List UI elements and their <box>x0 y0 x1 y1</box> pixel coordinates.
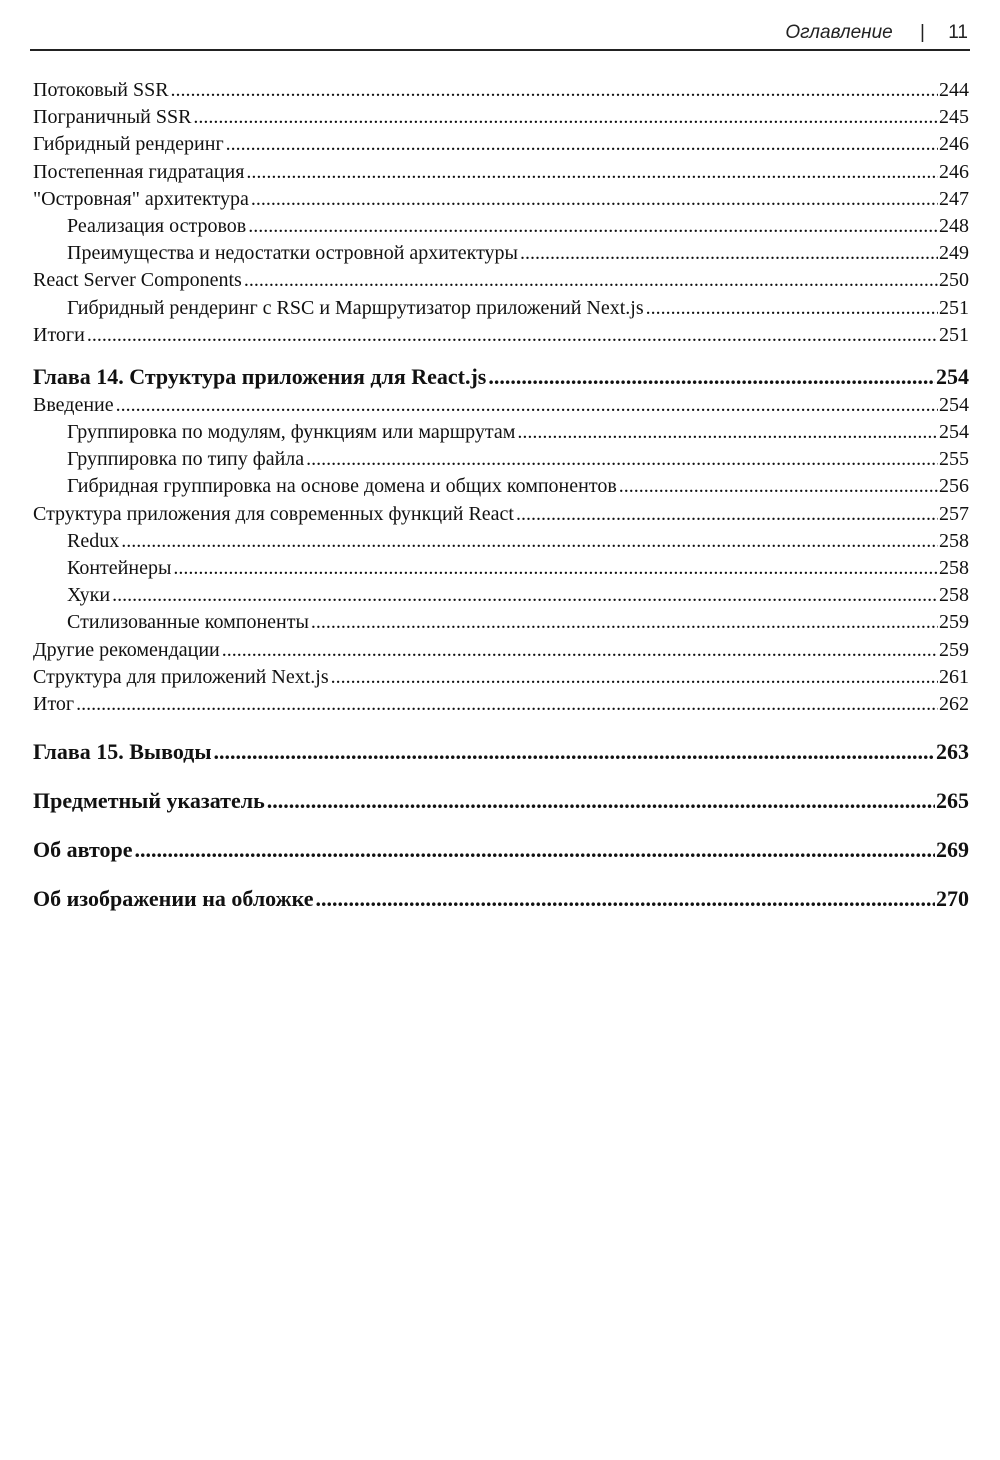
toc-entry[interactable] <box>33 528 969 555</box>
dot-leader <box>121 528 938 555</box>
dot-leader <box>87 322 938 349</box>
toc-entry[interactable] <box>33 240 969 267</box>
toc-entry-page: 259 <box>939 638 969 661</box>
toc-entry-title: Гибридная группировка на основе домена и общих компонентов <box>67 475 617 498</box>
toc-entry-page: 255 <box>939 448 969 471</box>
toc-entry-page: 244 <box>939 79 969 101</box>
toc-chapter-entry[interactable] <box>33 786 969 816</box>
dot-leader <box>311 609 938 636</box>
toc-entry[interactable] <box>33 501 969 528</box>
toc-entry-page: 246 <box>939 133 969 156</box>
dot-leader <box>214 737 936 767</box>
dot-leader <box>248 213 938 240</box>
toc-entry-title: Хуки <box>67 584 111 607</box>
toc-entry[interactable] <box>33 104 969 131</box>
dot-leader <box>251 186 938 213</box>
toc-entry-title: Гибридный рендеринг <box>33 133 224 156</box>
toc-entry-page: 246 <box>939 160 969 183</box>
toc-entry-title: React Server Components <box>33 269 242 292</box>
toc-entry-title: Введение <box>33 393 114 416</box>
toc-entry-title: Реализация островов <box>67 214 247 237</box>
dot-leader <box>193 104 938 131</box>
toc-entry-page: 256 <box>939 475 969 498</box>
toc-entry[interactable] <box>33 295 969 322</box>
dot-leader <box>267 786 935 816</box>
toc-entry[interactable] <box>33 446 969 473</box>
dot-leader <box>244 267 938 294</box>
toc-entry-title: Контейнеры <box>67 557 172 579</box>
toc-entry-title: Структура для приложений Next.js <box>33 665 329 688</box>
toc-entry-page: 270 <box>936 886 969 912</box>
dot-leader <box>171 77 938 104</box>
table-of-contents <box>33 77 969 914</box>
toc-entry-title: Группировка по модулям, функциям или маршрутам <box>67 421 516 444</box>
toc-entry[interactable] <box>33 582 969 609</box>
toc-entry-title: Итог <box>33 692 75 715</box>
dot-leader <box>517 419 938 446</box>
toc-entry[interactable] <box>33 213 969 240</box>
toc-entry-page: 259 <box>939 611 969 634</box>
toc-entry-page: 250 <box>939 269 969 292</box>
dot-leader <box>520 240 938 267</box>
toc-entry[interactable] <box>33 419 969 446</box>
toc-entry-page: 265 <box>936 788 969 814</box>
header-title: Оглавление <box>785 22 893 43</box>
toc-entry-page: 258 <box>939 584 969 607</box>
toc-entry-page: 249 <box>939 242 969 265</box>
toc-entry-page: 262 <box>939 692 969 715</box>
dot-leader <box>173 555 938 582</box>
dot-leader <box>315 884 935 914</box>
toc-chapter-entry[interactable] <box>33 362 969 392</box>
toc-entry[interactable] <box>33 186 969 213</box>
toc-entry[interactable] <box>33 691 969 718</box>
dot-leader <box>226 131 938 158</box>
dot-leader <box>516 501 938 528</box>
toc-entry-title: Потоковый SSR <box>33 79 169 101</box>
dot-leader <box>112 582 938 609</box>
dot-leader <box>222 637 938 664</box>
toc-entry-page: 258 <box>939 529 969 552</box>
toc-entry-title: Гибридный рендеринг с RSC и Маршрутизатор приложений Next.js <box>67 296 644 319</box>
toc-entry[interactable] <box>33 77 969 104</box>
toc-entry[interactable] <box>33 664 969 691</box>
dot-leader <box>76 691 938 718</box>
toc-entry[interactable] <box>33 322 969 349</box>
toc-entry-page: 269 <box>936 837 969 863</box>
dot-leader <box>306 446 938 473</box>
toc-entry-page: 254 <box>939 393 969 416</box>
toc-entry[interactable] <box>33 637 969 664</box>
toc-entry-page: 258 <box>939 557 969 579</box>
dot-leader <box>619 473 938 500</box>
toc-chapter-entry[interactable] <box>33 884 969 914</box>
toc-entry-page: 245 <box>939 106 969 129</box>
toc-entry-title: Redux <box>67 529 120 552</box>
toc-entry-title: Структура приложения для современных функций React <box>33 502 514 525</box>
toc-entry-page: 261 <box>939 665 969 688</box>
dot-leader <box>116 392 938 419</box>
toc-entry-page: 251 <box>939 296 969 319</box>
toc-entry[interactable] <box>33 473 969 500</box>
toc-entry[interactable] <box>33 159 969 186</box>
toc-entry-page: 254 <box>939 421 969 444</box>
toc-entry-title: Глава 14. Структура приложения для React.js <box>33 363 487 389</box>
toc-entry[interactable] <box>33 267 969 294</box>
toc-entry-page: 257 <box>939 502 969 525</box>
toc-entry-title: Об авторе <box>33 837 133 863</box>
toc-entry-title: Глава 15. Выводы <box>33 739 212 765</box>
toc-entry-title: Постепенная гидратация <box>33 160 245 183</box>
header-page-number: 11 <box>948 22 968 43</box>
toc-entry-title: "Островная" архитектура <box>33 187 249 210</box>
toc-entry[interactable] <box>33 392 969 419</box>
toc-entry-title: Предметный указатель <box>33 788 265 814</box>
toc-entry-title: Другие рекомендации <box>33 638 220 661</box>
toc-entry-title: Стилизованные компоненты <box>67 611 309 634</box>
toc-entry[interactable] <box>33 131 969 158</box>
header-right <box>785 22 968 44</box>
toc-entry[interactable] <box>33 555 969 582</box>
toc-entry-title: Пограничный SSR <box>33 106 192 129</box>
toc-entry-page: 251 <box>939 323 969 346</box>
toc-entry-page: 247 <box>939 187 969 210</box>
toc-entry-page: 254 <box>936 363 969 389</box>
toc-entry-page: 263 <box>936 739 969 765</box>
toc-entry-title: Преимущества и недостатки островной архитектуры <box>67 242 518 265</box>
dot-leader <box>331 664 938 691</box>
dot-leader <box>134 835 935 865</box>
dot-leader <box>646 295 938 322</box>
toc-chapter-entry[interactable] <box>33 835 969 865</box>
toc-entry-page: 248 <box>939 214 969 237</box>
running-header <box>30 20 970 51</box>
toc-chapter-entry[interactable] <box>33 737 969 767</box>
dot-leader <box>488 362 935 392</box>
header-separator: | <box>920 22 925 43</box>
toc-entry-title: Об изображении на обложке <box>33 886 314 912</box>
toc-entry-title: Группировка по типу файла <box>67 448 305 471</box>
toc-entry[interactable] <box>33 609 969 636</box>
toc-entry-title: Итоги <box>33 323 85 346</box>
dot-leader <box>246 159 938 186</box>
